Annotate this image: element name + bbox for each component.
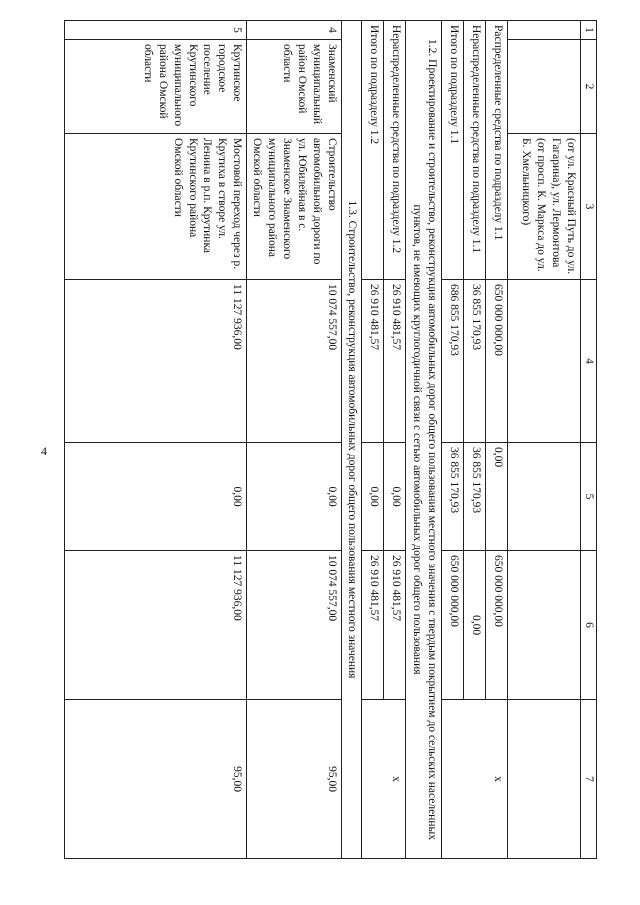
header-col-1: 1 — [581, 21, 597, 40]
distributed-1-1-c7: х — [442, 700, 508, 859]
total-1-2-c5: 0,00 — [362, 443, 384, 551]
undistributed-1-2-row — [384, 21, 406, 859]
distributed-1-1-row — [486, 21, 508, 859]
row-5-c6: 11 127 936,00 — [65, 551, 247, 700]
total-1-1-c6: 650 000 000,00 — [442, 551, 464, 700]
row-4-c4: 10 074 557,00 — [247, 280, 342, 443]
undistributed-1-2-c4: 26 910 481,57 — [384, 280, 406, 443]
header-col-3: 3 — [581, 134, 597, 280]
total-1-1-c4: 686 855 170,93 — [442, 280, 464, 443]
section-1-3-row — [342, 21, 362, 859]
continuation-text: (от ул. Красный Путь до ул. Гагарина), ул. Лермонтова (от просп. К. Маркса до ул. Б. Хмельницкого) — [508, 134, 581, 280]
row-5-c4: 11 127 936,00 — [65, 280, 247, 443]
undistributed-1-1-c6: 0,00 — [464, 551, 486, 700]
row-5-c7: 95,00 — [65, 700, 247, 859]
total-1-1-c5: 36 855 170,93 — [442, 443, 464, 551]
header-col-4: 4 — [581, 280, 597, 443]
rotated-table-container — [69, 20, 597, 858]
undistributed-1-2-c6: 26 910 481,57 — [384, 551, 406, 700]
column-number-header — [581, 21, 597, 859]
row-4-municipality: Знаменский муниципальный район Омской области — [247, 40, 342, 134]
row-4-c6: 10 074 557,00 — [247, 551, 342, 700]
row-4-c5: 0,00 — [247, 443, 342, 551]
distributed-1-1-c5: 0,00 — [486, 443, 508, 551]
total-1-2-c6: 26 910 481,57 — [362, 551, 384, 700]
distributed-1-1-c6: 650 000 000,00 — [486, 551, 508, 700]
undistributed-1-1-c5: 36 855 170,93 — [464, 443, 486, 551]
page-number: 4 — [41, 444, 47, 458]
table-row — [247, 21, 342, 859]
row-5-municipality: Крутинское городское поселение Крутинского муниципального района Омской области — [65, 40, 247, 134]
undistributed-1-1-label: Нераспределенные средства по подразделу 1.1 — [464, 21, 486, 280]
header-col-2: 2 — [581, 40, 597, 134]
section-1-2-title: 1.2. Проектирование и строительство, реконструкция автомобильных дорог общего пользования местного значения с твердым покрытием до сельских населенных пунктов, не имеющих круглогодичной связи с сетью автомобильных дорог общего пользования — [406, 21, 442, 859]
section-1-3-title: 1.3. Строительство, реконструкция автомобильных дорог общего пользования местного значения — [342, 21, 362, 859]
undistributed-1-2-c5: 0,00 — [384, 443, 406, 551]
header-col-5: 5 — [581, 443, 597, 551]
continuation-row — [508, 21, 581, 859]
distributed-1-1-label: Распределенные средства по подразделу 1.1 — [486, 21, 508, 280]
undistributed-1-2-label: Нераспределенные средства по подразделу 1.2 — [384, 21, 406, 280]
header-col-7: 7 — [581, 700, 597, 859]
funding-table — [64, 20, 597, 859]
row-5-object: Мостовой переход через р. Крутиха в створе ул. Ленина в р.п. Крутинка Крутинского района Омской области — [65, 134, 247, 280]
row-4-object: Строительство автомобильной дороги по ул. Юбилейная в с. Знаменское Знаменского муниципального района Омской области — [247, 134, 342, 280]
row-4-number: 4 — [247, 21, 342, 40]
table-row — [65, 21, 247, 859]
total-1-2-c4: 26 910 481,57 — [362, 280, 384, 443]
undistributed-1-2-c7: х — [362, 700, 406, 859]
undistributed-1-1-c4: 36 855 170,93 — [464, 280, 486, 443]
section-1-2-row — [406, 21, 442, 859]
distributed-1-1-c4: 650 000 000,00 — [486, 280, 508, 443]
row-4-c7: 95,00 — [247, 700, 342, 859]
header-col-6: 6 — [581, 551, 597, 700]
total-1-1-label: Итого по подразделу 1.1 — [442, 21, 464, 280]
row-5-number: 5 — [65, 21, 247, 40]
row-5-c5: 0,00 — [65, 443, 247, 551]
total-1-2-label: Итого по подразделу 1.2 — [362, 21, 384, 280]
